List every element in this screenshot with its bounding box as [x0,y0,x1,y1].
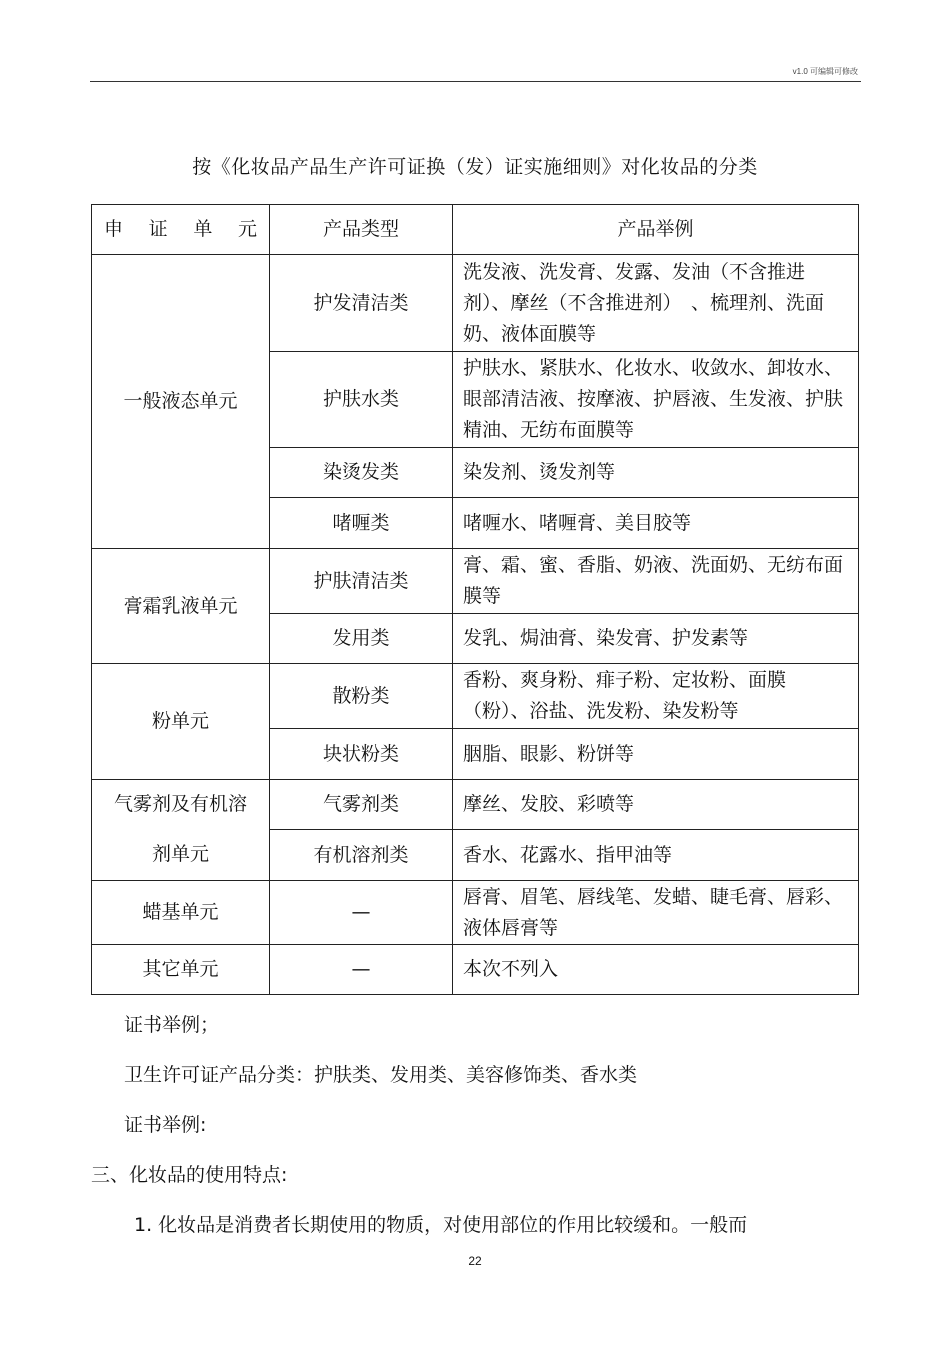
header-example: 产品举例 [453,205,859,255]
product-example: 啫喱水、啫喱膏、美目胶等 [453,498,859,549]
numbered-paragraph: 1. 化妆品是消费者长期使用的物质，对使用部位的作用比较缓和。一般而 [134,1214,748,1236]
classification-table [91,204,859,995]
table-row [92,780,859,830]
product-type: 有机溶剂类 [270,830,453,881]
page-number: 22 [468,1254,482,1268]
product-type: 散粉类 [270,664,453,729]
product-example: 本次不列入 [453,945,859,995]
unit-cream: 膏霜乳液单元 [92,549,270,664]
paragraph-certificate-example-2: 证书举例: [124,1114,207,1136]
table-header-row [92,205,859,255]
header-divider [90,81,861,82]
product-example: 胭脂、眼影、粉饼等 [453,729,859,780]
product-example: 摩丝、发胶、彩喷等 [453,780,859,830]
section-heading: 三、化妆品的使用特点: [91,1164,288,1186]
product-type: 护发清洁类 [270,255,453,352]
product-example: 染发剂、烫发剂等 [453,448,859,498]
product-example: 洗发液、洗发膏、发露、发油（不含推进剂）、摩丝（不含推进剂） 、梳理剂、洗面奶、液体面膜等 [453,255,859,352]
product-type: 发用类 [270,614,453,664]
product-example: 护肤水、紧肤水、化妆水、收敛水、卸妆水、眼部清洁液、按摩液、护唇液、生发液、护肤精油、无纺布面膜等 [453,352,859,448]
product-example: 香粉、爽身粉、痱子粉、定妆粉、面膜（粉）、浴盐、洗发粉、染发粉等 [453,664,859,729]
product-example: 唇膏、眉笔、唇线笔、发蜡、睫毛膏、唇彩、液体唇膏等 [453,881,859,945]
paragraph-certificate-example: 证书举例； [124,1014,220,1036]
table-row [92,881,859,945]
product-type: 护肤水类 [270,352,453,448]
unit-aerosol-line2: 剂单元 [92,830,270,881]
product-type: — [270,881,453,945]
product-example: 发乳、焗油膏、染发膏、护发素等 [453,614,859,664]
table-row [92,549,859,614]
product-type: 啫喱类 [270,498,453,549]
unit-other: 其它单元 [92,945,270,995]
unit-powder: 粉单元 [92,664,270,780]
product-type: 染烫发类 [270,448,453,498]
unit-aerosol-line1: 气雾剂及有机溶 [92,780,270,830]
product-type: — [270,945,453,995]
product-example: 膏、霜、蜜、香脂、奶液、洗面奶、无纺布面膜等 [453,549,859,614]
paragraph-hygiene-license: 卫生许可证产品分类：护肤类、发用类、美容修饰类、香水类 [124,1064,638,1086]
product-type: 护肤清洁类 [270,549,453,614]
table-row [92,255,859,352]
unit-wax: 蜡基单元 [92,881,270,945]
header-type: 产品类型 [270,205,453,255]
table-row [92,830,859,881]
header-unit: 申 证 单 元 [92,205,270,255]
product-type: 气雾剂类 [270,780,453,830]
product-type: 块状粉类 [270,729,453,780]
table-row [92,664,859,729]
table-row [92,945,859,995]
document-title: 按《化妆品产品生产许可证换（发）证实施细则》对化妆品的分类 [192,156,758,178]
header-version-note: v1.0 可编辑可修改 [792,67,858,76]
unit-liquid: 一般液态单元 [92,255,270,549]
product-example: 香水、花露水、指甲油等 [453,830,859,881]
